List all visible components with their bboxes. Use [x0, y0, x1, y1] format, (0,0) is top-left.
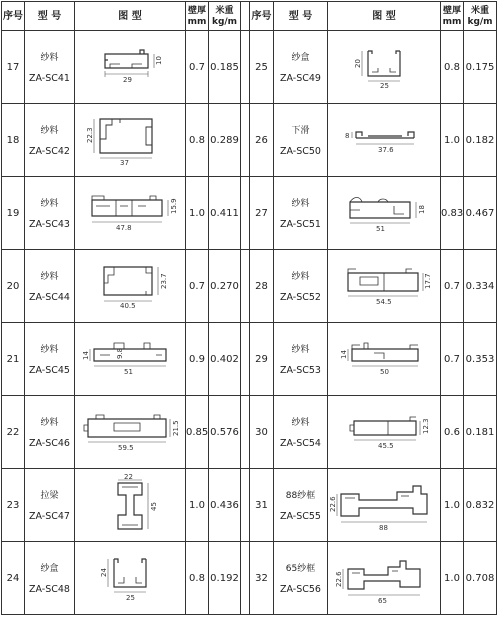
- column-gap: [241, 250, 250, 323]
- dimension-label: 10: [155, 56, 163, 65]
- dimension-label: 50: [380, 368, 389, 376]
- profile-name: 下滑: [291, 126, 310, 136]
- model-cell: [274, 177, 328, 250]
- wall-cell: 1.0: [186, 177, 209, 250]
- figure-cell: [328, 177, 441, 250]
- header-weight: [209, 2, 241, 31]
- model-cell: [274, 323, 328, 396]
- profile-code: ZA-SC45: [29, 365, 70, 376]
- profile-code: ZA-SC46: [29, 438, 70, 449]
- seq-cell: 23: [2, 469, 25, 542]
- dimension-label: 29: [123, 76, 132, 84]
- dimension-label: 22.6: [329, 496, 337, 512]
- table-row: [2, 323, 497, 396]
- figure-cell: [75, 250, 186, 323]
- profile-drawing: [80, 115, 180, 165]
- weight-cell: 0.270: [209, 250, 241, 323]
- profile-code: ZA-SC54: [280, 438, 321, 449]
- seq-cell: 22: [2, 396, 25, 469]
- model-cell: [25, 250, 75, 323]
- profile-drawing: [334, 120, 434, 160]
- seq-cell: 20: [2, 250, 25, 323]
- dimension-label: 12.3: [422, 418, 430, 434]
- table-row: [2, 542, 497, 615]
- weight-cell: 0.576: [209, 396, 241, 469]
- dimension-label: 51: [376, 225, 385, 233]
- profile-code: ZA-SC50: [280, 146, 321, 157]
- dimension-label: 22: [124, 473, 133, 481]
- profile-drawing: [80, 263, 180, 309]
- table-row: [2, 396, 497, 469]
- profile-drawing: [334, 46, 434, 88]
- profile-drawing: [334, 192, 434, 234]
- seq-cell: 17: [2, 31, 25, 104]
- header-wall-right: [441, 2, 464, 31]
- header-seq-right: 序号: [250, 2, 274, 31]
- profile-name: 88纱框: [285, 491, 316, 501]
- header-wall-label: 壁厚: [442, 6, 461, 16]
- model-cell: [274, 104, 328, 177]
- header-weight-right: [464, 2, 497, 31]
- profile-code: ZA-SC48: [29, 584, 70, 595]
- header-row: [2, 2, 497, 31]
- dimension-label: 25: [380, 82, 389, 90]
- dimension-label: 22.3: [86, 127, 94, 143]
- figure-cell: [75, 104, 186, 177]
- dimension-label: 22.6: [335, 571, 343, 587]
- model-cell: [274, 542, 328, 615]
- profile-code: ZA-SC44: [29, 292, 70, 303]
- dimension-label: 37: [120, 159, 129, 167]
- figure-cell: [328, 542, 441, 615]
- profile-code: ZA-SC43: [29, 219, 70, 230]
- weight-cell: 0.289: [209, 104, 241, 177]
- profile-name: 纱料: [40, 199, 59, 209]
- seq-cell: 26: [250, 104, 274, 177]
- header-weight-label: 米重: [470, 6, 489, 16]
- dimension-label: 59.5: [118, 444, 134, 452]
- wall-cell: 0.8: [441, 31, 464, 104]
- seq-cell: 29: [250, 323, 274, 396]
- profile-name: 65纱框: [285, 564, 316, 574]
- seq-cell: 19: [2, 177, 25, 250]
- figure-cell: [75, 396, 186, 469]
- wall-cell: 1.0: [186, 469, 209, 542]
- dimension-label: 20: [354, 59, 362, 68]
- table-row: [2, 104, 497, 177]
- profile-drawing: [80, 555, 180, 601]
- weight-cell: 0.411: [209, 177, 241, 250]
- seq-cell: 32: [250, 542, 274, 615]
- figure-cell: [75, 31, 186, 104]
- profile-drawing: [80, 475, 180, 535]
- profile-code: ZA-SC55: [280, 511, 321, 522]
- dimension-label: 37.6: [378, 146, 394, 154]
- profile-name: 纱料: [40, 272, 59, 282]
- dimension-label: 40.5: [120, 302, 136, 310]
- profile-drawing: [80, 46, 180, 88]
- wall-cell: 0.83: [441, 177, 464, 250]
- wall-cell: 0.8: [186, 104, 209, 177]
- wall-cell: 1.0: [441, 104, 464, 177]
- dimension-label: 23.7: [160, 273, 168, 289]
- header-seq: 序号: [2, 2, 25, 31]
- profile-name: 纱盒: [291, 53, 310, 63]
- column-gap: [241, 542, 250, 615]
- seq-cell: 24: [2, 542, 25, 615]
- column-gap: [241, 2, 250, 31]
- profile-drawing: [80, 192, 180, 234]
- seq-cell: 30: [250, 396, 274, 469]
- profile-name: 纱料: [291, 418, 310, 428]
- header-wall-label: 壁厚: [187, 6, 206, 16]
- dimension-label: 24: [100, 568, 108, 577]
- model-cell: [25, 177, 75, 250]
- model-cell: [25, 542, 75, 615]
- wall-cell: 0.7: [186, 31, 209, 104]
- wall-cell: 0.85: [186, 396, 209, 469]
- profile-name: 纱料: [40, 418, 59, 428]
- profile-name: 拉梁: [40, 491, 59, 501]
- profile-code: ZA-SC52: [280, 292, 321, 303]
- figure-cell: [328, 31, 441, 104]
- dimension-label: 17.7: [424, 273, 432, 289]
- header-weight-label: 米重: [215, 6, 234, 16]
- profile-name: 纱料: [291, 272, 310, 282]
- wall-cell: 0.6: [441, 396, 464, 469]
- figure-cell: [328, 396, 441, 469]
- model-cell: [25, 323, 75, 396]
- model-cell: [25, 104, 75, 177]
- seq-cell: 21: [2, 323, 25, 396]
- wall-cell: 1.0: [441, 469, 464, 542]
- model-cell: [274, 469, 328, 542]
- dimension-label: 65: [378, 597, 387, 605]
- figure-cell: [75, 542, 186, 615]
- figure-cell: [328, 250, 441, 323]
- profile-drawing: [80, 339, 180, 379]
- weight-cell: 0.192: [209, 542, 241, 615]
- figure-cell: [328, 469, 441, 542]
- dimension-label: 9.8: [116, 347, 124, 359]
- wall-cell: 0.7: [441, 250, 464, 323]
- weight-cell: 0.402: [209, 323, 241, 396]
- weight-cell: 0.175: [464, 31, 497, 104]
- figure-cell: [75, 469, 186, 542]
- dimension-label: 8: [345, 132, 350, 140]
- model-cell: [25, 469, 75, 542]
- dimension-label: 54.5: [376, 298, 392, 306]
- profile-code: ZA-SC42: [29, 146, 70, 157]
- seq-cell: 18: [2, 104, 25, 177]
- profile-name: 纱盒: [40, 564, 59, 574]
- column-gap: [241, 177, 250, 250]
- weight-cell: 0.708: [464, 542, 497, 615]
- header-wall-unit: mm: [442, 17, 462, 27]
- dimension-label: 25: [126, 594, 135, 602]
- profile-drawing: [80, 411, 180, 453]
- seq-cell: 27: [250, 177, 274, 250]
- dimension-label: 88: [379, 524, 388, 532]
- table-row: [2, 31, 497, 104]
- dimension-label: 15.9: [170, 198, 178, 214]
- header-weight-unit: kg/m: [211, 17, 238, 27]
- dimension-label: 45.5: [378, 442, 394, 450]
- dimension-label: 45: [150, 502, 158, 511]
- weight-cell: 0.353: [464, 323, 497, 396]
- dimension-label: 51: [124, 368, 133, 376]
- weight-cell: 0.334: [464, 250, 497, 323]
- dimension-label: 14: [340, 350, 348, 359]
- dimension-label: 21.5: [172, 420, 180, 436]
- figure-cell: [75, 323, 186, 396]
- weight-cell: 0.181: [464, 396, 497, 469]
- profile-code: ZA-SC41: [29, 73, 70, 84]
- profile-name: 纱料: [291, 199, 310, 209]
- table-row: [2, 177, 497, 250]
- dimension-label: 14: [82, 351, 90, 360]
- model-cell: [274, 396, 328, 469]
- wall-cell: 0.7: [186, 250, 209, 323]
- profile-code: ZA-SC51: [280, 219, 321, 230]
- seq-cell: 25: [250, 31, 274, 104]
- seq-cell: 31: [250, 469, 274, 542]
- header-model-right: 型 号: [274, 2, 328, 31]
- profile-code: ZA-SC47: [29, 511, 70, 522]
- weight-cell: 0.436: [209, 469, 241, 542]
- figure-cell: [328, 104, 441, 177]
- profile-drawing: [334, 411, 434, 453]
- figure-cell: [75, 177, 186, 250]
- weight-cell: 0.467: [464, 177, 497, 250]
- wall-cell: 0.8: [186, 542, 209, 615]
- column-gap: [241, 31, 250, 104]
- figure-cell: [328, 323, 441, 396]
- profile-name: 纱料: [291, 345, 310, 355]
- header-wall-unit: mm: [187, 17, 207, 27]
- weight-cell: 0.832: [464, 469, 497, 542]
- wall-cell: 0.9: [186, 323, 209, 396]
- profile-code: ZA-SC53: [280, 365, 321, 376]
- dimension-label: 18: [418, 205, 426, 214]
- profile-drawing: [334, 339, 434, 379]
- profile-code: ZA-SC56: [280, 584, 321, 595]
- wall-cell: 0.7: [441, 323, 464, 396]
- weight-cell: 0.185: [209, 31, 241, 104]
- table-row: [2, 250, 497, 323]
- dimension-label: 47.8: [116, 224, 132, 232]
- column-gap: [241, 104, 250, 177]
- weight-cell: 0.182: [464, 104, 497, 177]
- header-model: 型 号: [25, 2, 75, 31]
- column-gap: [241, 396, 250, 469]
- profile-drawing: [334, 265, 434, 307]
- profile-name: 纱料: [40, 126, 59, 136]
- header-wall: [186, 2, 209, 31]
- model-cell: [274, 250, 328, 323]
- column-gap: [241, 469, 250, 542]
- table-row: [2, 469, 497, 542]
- profile-name: 纱料: [40, 345, 59, 355]
- header-figure-right: 图 型: [328, 2, 441, 31]
- profile-name: 纱料: [40, 53, 59, 63]
- model-cell: [274, 31, 328, 104]
- profile-catalog-table: [1, 1, 497, 615]
- model-cell: [25, 396, 75, 469]
- model-cell: [25, 31, 75, 104]
- wall-cell: 1.0: [441, 542, 464, 615]
- profile-drawing: [331, 480, 437, 530]
- seq-cell: 28: [250, 250, 274, 323]
- header-weight-unit: kg/m: [467, 17, 493, 27]
- profile-code: ZA-SC49: [280, 73, 321, 84]
- header-figure: 图 型: [75, 2, 186, 31]
- column-gap: [241, 323, 250, 396]
- profile-drawing: [334, 553, 434, 603]
